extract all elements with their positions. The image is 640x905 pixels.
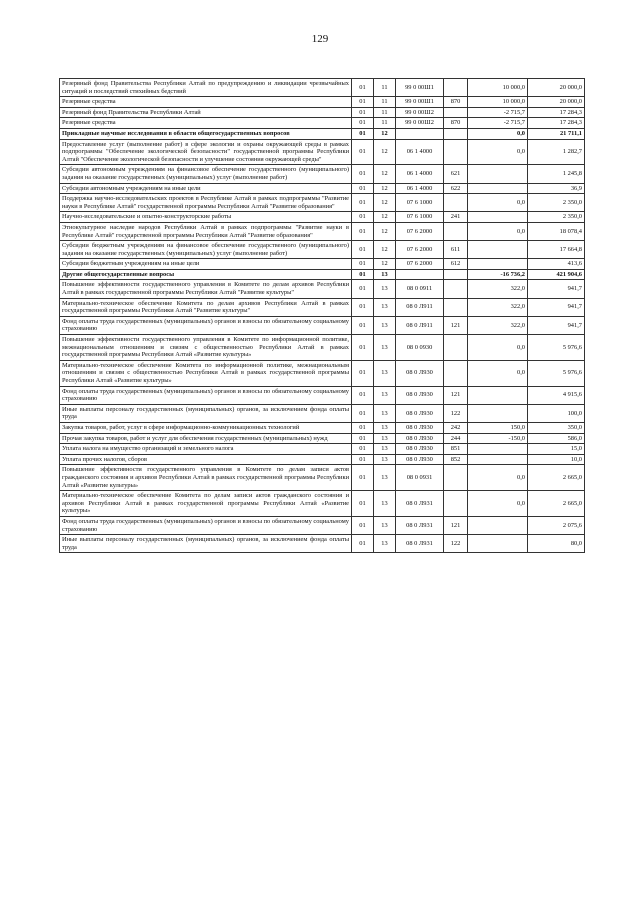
target-article-cell: 99 0 00Ш1 (396, 97, 444, 108)
section-code-cell: 01 (352, 360, 374, 386)
expense-type-cell: 244 (444, 433, 468, 444)
target-article-cell: 07 6 2000 (396, 222, 444, 240)
change-amount-cell: 322,0 (468, 316, 528, 334)
target-article-cell: 08 0 0911 (396, 280, 444, 298)
target-article-cell: 07 6 2000 (396, 259, 444, 270)
section-code-cell: 01 (352, 316, 374, 334)
change-amount-cell (468, 259, 528, 270)
table-row (60, 454, 585, 465)
change-amount-cell (468, 516, 528, 534)
total-amount-cell: 10,0 (528, 454, 585, 465)
table-row (60, 386, 585, 404)
subsection-code-cell: 11 (374, 107, 396, 118)
expense-type-cell: 870 (444, 97, 468, 108)
subsection-code-cell: 13 (374, 454, 396, 465)
expense-name-cell: Субсидии бюджетным учреждениям на иные цели (60, 259, 352, 270)
expense-name-cell: Прикладные научные исследования в области общегосударственных вопросов (60, 128, 352, 139)
target-article-cell: 07 6 1000 (396, 194, 444, 212)
expense-name-cell: Повышение эффективности государственного управления в Комитете по информационной политике, межнациональным отношениям и связям с общественностью Республики Алтай в рамках государственной программы Республики Алтай «Развитие культуры» (60, 335, 352, 361)
subsection-code-cell: 11 (374, 79, 396, 97)
expense-name-cell: Резервные средства (60, 118, 352, 129)
subsection-code-cell: 13 (374, 433, 396, 444)
expense-type-cell (444, 491, 468, 517)
expense-name-cell: Другие общегосударственные вопросы (60, 269, 352, 280)
target-article-cell: 08 0 Л930 (396, 386, 444, 404)
change-amount-cell (468, 444, 528, 455)
subsection-code-cell: 13 (374, 422, 396, 433)
expense-type-cell: 121 (444, 516, 468, 534)
expense-type-cell: 612 (444, 259, 468, 270)
table-row (60, 280, 585, 298)
change-amount-cell (468, 212, 528, 223)
subsection-code-cell: 13 (374, 404, 396, 422)
total-amount-cell: 100,0 (528, 404, 585, 422)
table-row (60, 128, 585, 139)
table-row (60, 298, 585, 316)
total-amount-cell: 350,0 (528, 422, 585, 433)
section-code-cell: 01 (352, 183, 374, 194)
section-code-cell: 01 (352, 454, 374, 465)
expense-type-cell (444, 128, 468, 139)
table-row (60, 422, 585, 433)
total-amount-cell: 941,7 (528, 280, 585, 298)
total-amount-cell: 2 665,0 (528, 491, 585, 517)
subsection-code-cell: 11 (374, 118, 396, 129)
change-amount-cell: 0,0 (468, 491, 528, 517)
table-row (60, 491, 585, 517)
total-amount-cell: 18 078,4 (528, 222, 585, 240)
section-code-cell: 01 (352, 222, 374, 240)
expense-name-cell: Иные выплаты персоналу государственных (муниципальных) органов, за исключением фонда оплаты труда (60, 535, 352, 553)
change-amount-cell: 322,0 (468, 298, 528, 316)
subsection-code-cell: 12 (374, 139, 396, 165)
expense-name-cell: Резервный фонд Правительства Республики Алтай (60, 107, 352, 118)
subsection-code-cell: 12 (374, 183, 396, 194)
target-article-cell: 08 0 Л930 (396, 422, 444, 433)
subsection-code-cell: 11 (374, 97, 396, 108)
subsection-code-cell: 12 (374, 128, 396, 139)
section-code-cell: 01 (352, 107, 374, 118)
total-amount-cell: 4 915,6 (528, 386, 585, 404)
target-article-cell: 99 0 00Ш2 (396, 107, 444, 118)
table-row (60, 516, 585, 534)
expense-name-cell: Поддержка научно-исследовательских проектов в Республике Алтай в рамках подпрограммы "Развитие науки в Республике Алтай" государственной программы Республики Алтай "Развитие образования" (60, 194, 352, 212)
subsection-code-cell: 13 (374, 360, 396, 386)
expense-name-cell: Повышение эффективности государственного управления в Комитете по делам архивов Республики Алтай в рамках государственной программы Республики Алтай "Развитие культуры" (60, 280, 352, 298)
total-amount-cell: 1 282,7 (528, 139, 585, 165)
subsection-code-cell: 12 (374, 165, 396, 183)
target-article-cell: 08 0 Л911 (396, 298, 444, 316)
expense-name-cell: Материально-техническое обеспечение Комитета по информационной политике, межнациональным отношениям и связям с общественностью Республики Алтай в рамках государственной программы Республики Алтай «Развитие культуры» (60, 360, 352, 386)
expense-type-cell: 122 (444, 535, 468, 553)
section-code-cell: 01 (352, 212, 374, 223)
table-row (60, 404, 585, 422)
budget-table (59, 78, 585, 553)
section-code-cell: 01 (352, 433, 374, 444)
total-amount-cell: 17 284,3 (528, 107, 585, 118)
total-amount-cell: 2 075,6 (528, 516, 585, 534)
table-row (60, 165, 585, 183)
change-amount-cell: 0,0 (468, 465, 528, 491)
subsection-code-cell: 13 (374, 465, 396, 491)
expense-name-cell: Предоставление услуг (выполнение работ) в сфере экологии и охраны окружающей среды в рамках подпрограммы "Обеспечение экологической безопасности" государственной программы Республики Алтай "Обеспечение экологической безопасности и улучшение состояния окружающей среды" (60, 139, 352, 165)
subsection-code-cell: 12 (374, 222, 396, 240)
target-article-cell: 08 0 0930 (396, 335, 444, 361)
expense-name-cell: Материально-техническое обеспечение Комитета по делам архивов Республики Алтай в рамках государственной программы Республики Алтай "Развитие культуры" (60, 298, 352, 316)
subsection-code-cell: 13 (374, 269, 396, 280)
expense-type-cell (444, 269, 468, 280)
section-code-cell: 01 (352, 516, 374, 534)
section-code-cell: 01 (352, 335, 374, 361)
total-amount-cell: 2 350,0 (528, 194, 585, 212)
target-article-cell: 08 0 Л911 (396, 316, 444, 334)
total-amount-cell: 20 000,0 (528, 79, 585, 97)
expense-type-cell: 121 (444, 386, 468, 404)
expense-name-cell: Повышение эффективности государственного управления в Комитете по делам записи актов гражданского состояния и архивов Республики Алтай в рамках государственной программы Республики Алтай «Развитие культуры» (60, 465, 352, 491)
total-amount-cell: 2 350,0 (528, 212, 585, 223)
expense-name-cell: Субсидии автономным учреждениям на финансовое обеспечение государственного (муниципального) задания на оказание государственных (муниципальных) услуг (выполнение работ) (60, 165, 352, 183)
change-amount-cell: -150,0 (468, 433, 528, 444)
table-row (60, 107, 585, 118)
section-code-cell: 01 (352, 386, 374, 404)
target-article-cell: 06 1 4000 (396, 183, 444, 194)
table-row (60, 194, 585, 212)
target-article-cell: 08 0 Л931 (396, 516, 444, 534)
table-row (60, 360, 585, 386)
table-row (60, 433, 585, 444)
total-amount-cell: 5 976,6 (528, 360, 585, 386)
change-amount-cell: 0,0 (468, 194, 528, 212)
total-amount-cell: 17 284,3 (528, 118, 585, 129)
change-amount-cell (468, 454, 528, 465)
expense-type-cell: 122 (444, 404, 468, 422)
expense-name-cell: Субсидии бюджетным учреждениям на финансовое обеспечение государственного (муниципального) задания на оказание государственных (муниципальных) услуг (выполнение работ) (60, 241, 352, 259)
total-amount-cell: 36,9 (528, 183, 585, 194)
section-code-cell: 01 (352, 269, 374, 280)
target-article-cell (396, 128, 444, 139)
total-amount-cell: 1 245,8 (528, 165, 585, 183)
target-article-cell: 08 0 Л930 (396, 444, 444, 455)
change-amount-cell (468, 404, 528, 422)
section-code-cell: 01 (352, 139, 374, 165)
target-article-cell: 08 0 Л930 (396, 404, 444, 422)
expense-type-cell: 852 (444, 454, 468, 465)
expense-name-cell: Прочая закупка товаров, работ и услуг для обеспечения государственных (муниципальных) нужд (60, 433, 352, 444)
total-amount-cell: 20 000,0 (528, 97, 585, 108)
change-amount-cell: 322,0 (468, 280, 528, 298)
total-amount-cell: 17 664,8 (528, 241, 585, 259)
section-code-cell: 01 (352, 259, 374, 270)
expense-name-cell: Научно-исследовательские и опытно-конструкторские работы (60, 212, 352, 223)
expense-type-cell (444, 465, 468, 491)
section-code-cell: 01 (352, 491, 374, 517)
expense-name-cell: Уплата прочих налогов, сборов (60, 454, 352, 465)
expense-type-cell: 241 (444, 212, 468, 223)
subsection-code-cell: 13 (374, 491, 396, 517)
change-amount-cell (468, 535, 528, 553)
total-amount-cell: 941,7 (528, 298, 585, 316)
change-amount-cell: 10 000,0 (468, 79, 528, 97)
change-amount-cell: -2 715,7 (468, 118, 528, 129)
section-code-cell: 01 (352, 465, 374, 491)
target-article-cell (396, 269, 444, 280)
total-amount-cell: 421 904,6 (528, 269, 585, 280)
section-code-cell: 01 (352, 422, 374, 433)
table-row (60, 97, 585, 108)
expense-name-cell: Уплата налога на имущество организаций и земельного налога (60, 444, 352, 455)
change-amount-cell: 150,0 (468, 422, 528, 433)
expense-type-cell: 121 (444, 316, 468, 334)
expense-type-cell: 621 (444, 165, 468, 183)
change-amount-cell (468, 165, 528, 183)
table-row (60, 222, 585, 240)
section-code-cell: 01 (352, 79, 374, 97)
expense-name-cell: Фонд оплаты труда государственных (муниципальных) органов и взносы по обязательному социальному страхованию (60, 316, 352, 334)
subsection-code-cell: 13 (374, 280, 396, 298)
subsection-code-cell: 12 (374, 212, 396, 223)
subsection-code-cell: 13 (374, 516, 396, 534)
table-row (60, 316, 585, 334)
change-amount-cell: 0,0 (468, 128, 528, 139)
table-row (60, 259, 585, 270)
expense-name-cell: Закупка товаров, работ, услуг в сфере информационно-коммуникационных технологий (60, 422, 352, 433)
subsection-code-cell: 12 (374, 241, 396, 259)
section-code-cell: 01 (352, 404, 374, 422)
expense-type-cell: 851 (444, 444, 468, 455)
target-article-cell: 06 1 4000 (396, 165, 444, 183)
expense-name-cell: Иные выплаты персоналу государственных (муниципальных) органов, за исключением фонда оплаты труда (60, 404, 352, 422)
expense-type-cell: 242 (444, 422, 468, 433)
change-amount-cell (468, 183, 528, 194)
expense-name-cell: Резервные средства (60, 97, 352, 108)
table-row (60, 335, 585, 361)
expense-type-cell (444, 360, 468, 386)
expense-name-cell: Фонд оплаты труда государственных (муниципальных) органов и взносы по обязательному социальному страхованию (60, 516, 352, 534)
section-code-cell: 01 (352, 128, 374, 139)
section-code-cell: 01 (352, 165, 374, 183)
expense-type-cell (444, 79, 468, 97)
section-code-cell: 01 (352, 97, 374, 108)
change-amount-cell (468, 386, 528, 404)
table-row (60, 118, 585, 129)
target-article-cell: 99 0 00Ш1 (396, 79, 444, 97)
expense-type-cell: 870 (444, 118, 468, 129)
subsection-code-cell: 13 (374, 444, 396, 455)
change-amount-cell: -16 736,2 (468, 269, 528, 280)
subsection-code-cell: 13 (374, 386, 396, 404)
change-amount-cell (468, 241, 528, 259)
expense-name-cell: Резервный фонд Правительства Республики Алтай по предупреждению и ликвидации чрезвычайных ситуаций и последствий стихийных бедствий (60, 79, 352, 97)
section-code-cell: 01 (352, 194, 374, 212)
table-row (60, 465, 585, 491)
expense-name-cell: Материально-техническое обеспечение Комитета по делам записи актов гражданского состояния и архивов Республики Алтай в рамках государственной программы Республики Алтай «Развитие культуры» (60, 491, 352, 517)
change-amount-cell: 0,0 (468, 335, 528, 361)
section-code-cell: 01 (352, 444, 374, 455)
table-row (60, 444, 585, 455)
section-code-cell: 01 (352, 298, 374, 316)
expense-type-cell: 622 (444, 183, 468, 194)
section-code-cell: 01 (352, 535, 374, 553)
expense-name-cell: Субсидии автономным учреждениям на иные цели (60, 183, 352, 194)
expense-type-cell: 611 (444, 241, 468, 259)
expense-type-cell (444, 222, 468, 240)
target-article-cell: 08 0 Л930 (396, 454, 444, 465)
total-amount-cell: 941,7 (528, 316, 585, 334)
expense-type-cell (444, 280, 468, 298)
table-row (60, 269, 585, 280)
change-amount-cell: 0,0 (468, 139, 528, 165)
expense-type-cell (444, 298, 468, 316)
table-row (60, 535, 585, 553)
total-amount-cell: 80,0 (528, 535, 585, 553)
table-row (60, 79, 585, 97)
target-article-cell: 99 0 00Ш2 (396, 118, 444, 129)
change-amount-cell: -2 715,7 (468, 107, 528, 118)
table-row (60, 183, 585, 194)
total-amount-cell: 586,0 (528, 433, 585, 444)
expense-name-cell: Этнокультурное наследие народов Республики Алтай в рамках подпрограммы "Развитие науки в Республике Алтай" государственной программы Республики Алтай "Развитие образования" (60, 222, 352, 240)
subsection-code-cell: 12 (374, 259, 396, 270)
total-amount-cell: 2 665,0 (528, 465, 585, 491)
expense-type-cell (444, 194, 468, 212)
subsection-code-cell: 13 (374, 316, 396, 334)
expense-name-cell: Фонд оплаты труда государственных (муниципальных) органов и взносы по обязательному социальному страхованию (60, 386, 352, 404)
expense-type-cell (444, 107, 468, 118)
change-amount-cell: 10 000,0 (468, 97, 528, 108)
target-article-cell: 08 0 Л930 (396, 433, 444, 444)
section-code-cell: 01 (352, 241, 374, 259)
expense-type-cell (444, 335, 468, 361)
section-code-cell: 01 (352, 118, 374, 129)
total-amount-cell: 15,0 (528, 444, 585, 455)
total-amount-cell: 413,6 (528, 259, 585, 270)
subsection-code-cell: 13 (374, 535, 396, 553)
table-row (60, 241, 585, 259)
expense-type-cell (444, 139, 468, 165)
target-article-cell: 08 0 Л931 (396, 535, 444, 553)
subsection-code-cell: 13 (374, 335, 396, 361)
change-amount-cell: 0,0 (468, 222, 528, 240)
section-code-cell: 01 (352, 280, 374, 298)
target-article-cell: 07 6 1000 (396, 212, 444, 223)
subsection-code-cell: 13 (374, 298, 396, 316)
page-number: 129 (311, 33, 329, 45)
table-row (60, 212, 585, 223)
total-amount-cell: 5 976,6 (528, 335, 585, 361)
table-body (60, 79, 585, 553)
target-article-cell: 08 0 Л931 (396, 491, 444, 517)
subsection-code-cell: 12 (374, 194, 396, 212)
target-article-cell: 08 0 Л930 (396, 360, 444, 386)
target-article-cell: 07 6 2000 (396, 241, 444, 259)
target-article-cell: 06 1 4000 (396, 139, 444, 165)
total-amount-cell: 21 711,1 (528, 128, 585, 139)
table-row (60, 139, 585, 165)
change-amount-cell: 0,0 (468, 360, 528, 386)
target-article-cell: 08 0 0931 (396, 465, 444, 491)
